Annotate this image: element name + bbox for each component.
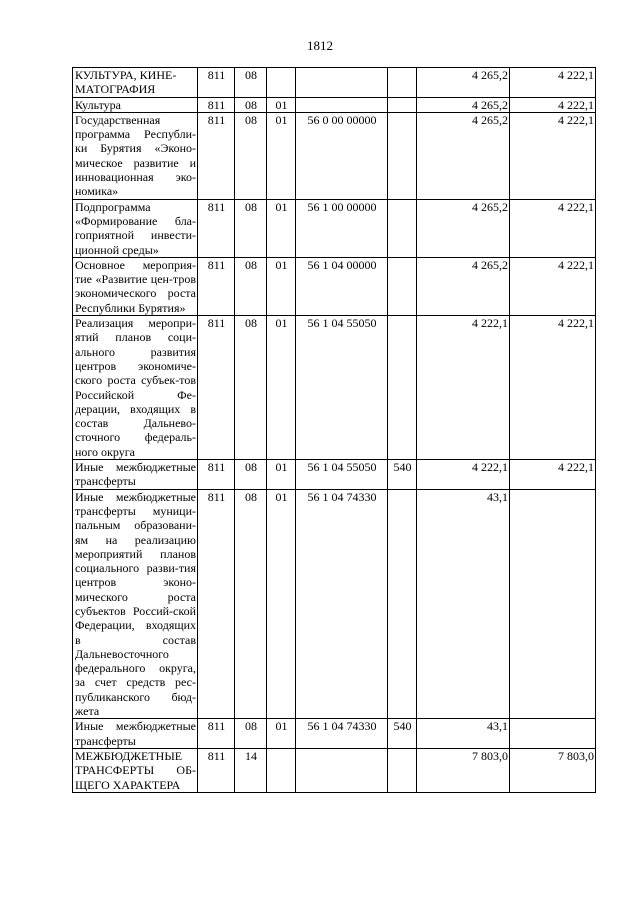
cell-csr: 56 1 04 74330 [296,489,388,719]
cell-vr [388,68,417,98]
cell-sum-2: 4 222,1 [510,199,596,257]
budget-table [72,67,596,793]
cell-vr [388,489,417,719]
cell-pr: 01 [267,460,296,490]
table-row [73,748,596,792]
cell-pr: 01 [267,112,296,199]
cell-sum-1: 4 265,2 [417,112,510,199]
cell-name: Иные межбюджетные трансферты муници-пальным образовани-ям на реализацию мероприятий планов социального разви-тия центров эконо-мического роста субъектов Россий-ской Федерации, входящих в состав Дальневосточного федерального округа, за счет средств рес-публиканского бюд-жета [73,489,198,719]
cell-sum-2 [510,719,596,749]
cell-name: Основное мероприя-тие «Развитие цен-тров экономического роста Республики Бурятия» [73,257,198,315]
cell-pr: 01 [267,257,296,315]
cell-rz: 08 [235,68,267,98]
table-row [73,719,596,749]
table-row [73,316,596,460]
cell-name: КУЛЬТУРА, КИНЕ- МАТОГРАФИЯ [73,68,198,98]
cell-sum-1: 4 222,1 [417,316,510,460]
cell-ved: 811 [198,489,235,719]
cell-sum-2: 4 222,1 [510,112,596,199]
cell-rz: 08 [235,489,267,719]
cell-pr: 01 [267,97,296,112]
cell-rz: 08 [235,719,267,749]
cell-sum-2 [510,489,596,719]
cell-rz: 08 [235,199,267,257]
cell-rz: 08 [235,316,267,460]
cell-vr [388,316,417,460]
cell-name: Реализация меропри-ятий планов соци-ального развития центров экономиче-ского роста субъек-тов Российской Фе-дерации, входящих в состав Дальнево-сточного федераль-ного округа [73,316,198,460]
cell-csr [296,748,388,792]
cell-sum-1: 4 265,2 [417,97,510,112]
cell-csr [296,97,388,112]
cell-sum-1: 4 265,2 [417,68,510,98]
cell-sum-2: 4 222,1 [510,460,596,490]
cell-csr [296,68,388,98]
cell-ved: 811 [198,316,235,460]
cell-sum-1: 43,1 [417,489,510,719]
cell-csr: 56 1 04 74330 [296,719,388,749]
cell-csr: 56 1 04 55050 [296,316,388,460]
cell-name: Иные межбюджетные трансферты [73,460,198,490]
cell-ved: 811 [198,97,235,112]
cell-sum-1: 4 265,2 [417,199,510,257]
cell-rz: 08 [235,112,267,199]
cell-csr: 56 1 04 00000 [296,257,388,315]
cell-pr: 01 [267,719,296,749]
cell-name: МЕЖБЮДЖЕТНЫЕ ТРАНСФЕРТЫ ОБ-ЩЕГО ХАРАКТЕРА [73,748,198,792]
cell-vr [388,97,417,112]
cell-pr: 01 [267,489,296,719]
cell-sum-2: 4 222,1 [510,316,596,460]
cell-ved: 811 [198,748,235,792]
table-row [73,112,596,199]
table-row [73,460,596,490]
cell-ved: 811 [198,719,235,749]
cell-rz: 14 [235,748,267,792]
cell-rz: 08 [235,97,267,112]
cell-vr [388,257,417,315]
cell-ved: 811 [198,68,235,98]
table-row [73,68,596,98]
budget-table-body [73,68,596,793]
cell-pr: 01 [267,316,296,460]
cell-sum-2: 4 222,1 [510,68,596,98]
cell-pr [267,748,296,792]
cell-csr: 56 1 00 00000 [296,199,388,257]
cell-csr: 56 0 00 00000 [296,112,388,199]
cell-sum-1: 4 265,2 [417,257,510,315]
table-row [73,489,596,719]
cell-pr [267,68,296,98]
table-row [73,257,596,315]
cell-vr [388,199,417,257]
cell-sum-2: 7 803,0 [510,748,596,792]
cell-sum-1: 43,1 [417,719,510,749]
cell-vr [388,112,417,199]
cell-pr: 01 [267,199,296,257]
cell-sum-1: 4 222,1 [417,460,510,490]
cell-ved: 811 [198,257,235,315]
cell-vr [388,748,417,792]
cell-rz: 08 [235,257,267,315]
cell-vr: 540 [388,460,417,490]
cell-name: Иные межбюджетные трансферты [73,719,198,749]
page-number: 1812 [307,38,333,53]
cell-sum-1: 7 803,0 [417,748,510,792]
table-row [73,97,596,112]
cell-rz: 08 [235,460,267,490]
cell-vr: 540 [388,719,417,749]
cell-sum-2: 4 222,1 [510,257,596,315]
table-row [73,199,596,257]
cell-name: Культура [73,97,198,112]
cell-sum-2: 4 222,1 [510,97,596,112]
cell-ved: 811 [198,460,235,490]
cell-name: Подпрограмма «Формирование бла-гоприятной инвести-ционной среды» [73,199,198,257]
cell-ved: 811 [198,112,235,199]
cell-name: Государственная программа Республи-ки Бурятия «Эконо-мическое развитие и инновационная эко-номика» [73,112,198,199]
cell-csr: 56 1 04 55050 [296,460,388,490]
cell-ved: 811 [198,199,235,257]
